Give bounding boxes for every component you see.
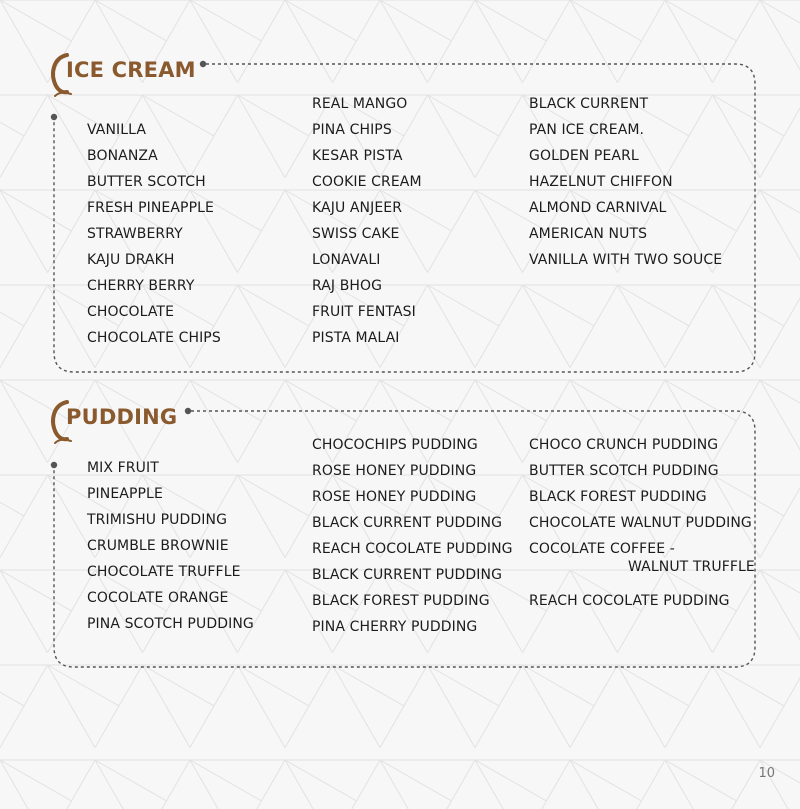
list-item: RAJ BHOG xyxy=(312,278,383,294)
list-item: BLACK CURRENT PUDDING xyxy=(312,567,503,583)
list-item: SWISS CAKE xyxy=(312,226,400,242)
list-item: BLACK FOREST PUDDING xyxy=(529,489,707,505)
list-item: CRUMBLE BROWNIE xyxy=(87,538,229,554)
list-item: FRESH PINEAPPLE xyxy=(87,200,214,216)
list-item: KESAR PISTA xyxy=(312,148,403,164)
page-number: 10 xyxy=(758,766,775,781)
list-item: BUTTER SCOTCH xyxy=(87,174,206,190)
list-item: CHOCOLATE CHIPS xyxy=(87,330,221,346)
list-item: PINA CHIPS xyxy=(312,122,392,138)
list-item: GOLDEN PEARL xyxy=(529,148,639,164)
list-item: KAJU ANJEER xyxy=(312,200,403,216)
list-item: STRAWBERRY xyxy=(87,226,183,242)
list-item: HAZELNUT CHIFFON xyxy=(529,174,673,190)
list-item: COCOLATE ORANGE xyxy=(87,590,229,606)
list-item: PINEAPPLE xyxy=(87,486,163,502)
list-item: ROSE HONEY PUDDING xyxy=(312,489,477,505)
list-item: CHERRY BERRY xyxy=(87,278,195,294)
list-item: PAN ICE CREAM. xyxy=(529,122,645,138)
list-item: PINA SCOTCH PUDDING xyxy=(87,616,254,632)
ice-cream-title: ICE CREAM xyxy=(66,58,196,82)
list-item: COOKIE CREAM xyxy=(312,174,422,190)
list-item: CHOCOLATE xyxy=(87,304,175,320)
list-item: REAL MANGO xyxy=(312,96,408,112)
list-item: BUTTER SCOTCH PUDDING xyxy=(529,463,719,479)
list-item: REACH COCOLATE PUDDING xyxy=(312,541,513,557)
list-item: ROSE HONEY PUDDING xyxy=(312,463,477,479)
list-item: KAJU DRAKH xyxy=(87,252,175,268)
list-item: REACH COCOLATE PUDDING xyxy=(529,593,730,609)
list-item: TRIMISHU PUDDING xyxy=(87,512,228,528)
list-item: BONANZA xyxy=(87,148,158,164)
list-item: AMERICAN NUTS xyxy=(529,226,648,242)
list-item: VANILLA WITH TWO SOUCE xyxy=(529,252,723,268)
list-item: CHOCO CRUNCH PUDDING xyxy=(529,437,719,453)
list-item: CHOCOCHIPS PUDDING xyxy=(312,437,478,453)
list-item: MIX FRUIT xyxy=(87,460,159,476)
list-item: FRUIT FENTASI xyxy=(312,304,416,320)
list-item: BLACK FOREST PUDDING xyxy=(312,593,490,609)
pudding-title: PUDDING xyxy=(66,405,178,429)
list-item: PINA CHERRY PUDDING xyxy=(312,619,478,635)
list-item: WALNUT TRUFFLE xyxy=(628,559,755,575)
list-item: CHOCOLATE TRUFFLE xyxy=(87,564,241,580)
list-item: BLACK CURRENT PUDDING xyxy=(312,515,503,531)
list-item: VANILLA xyxy=(87,122,147,138)
list-item: BLACK CURRENT xyxy=(529,96,649,112)
list-item: CHOCOLATE WALNUT PUDDING xyxy=(529,515,752,531)
list-item: COCOLATE COFFEE - xyxy=(529,541,675,557)
list-item: LONAVALI xyxy=(312,252,381,268)
list-item: PISTA MALAI xyxy=(312,330,400,346)
list-item: ALMOND CARNIVAL xyxy=(529,200,667,216)
